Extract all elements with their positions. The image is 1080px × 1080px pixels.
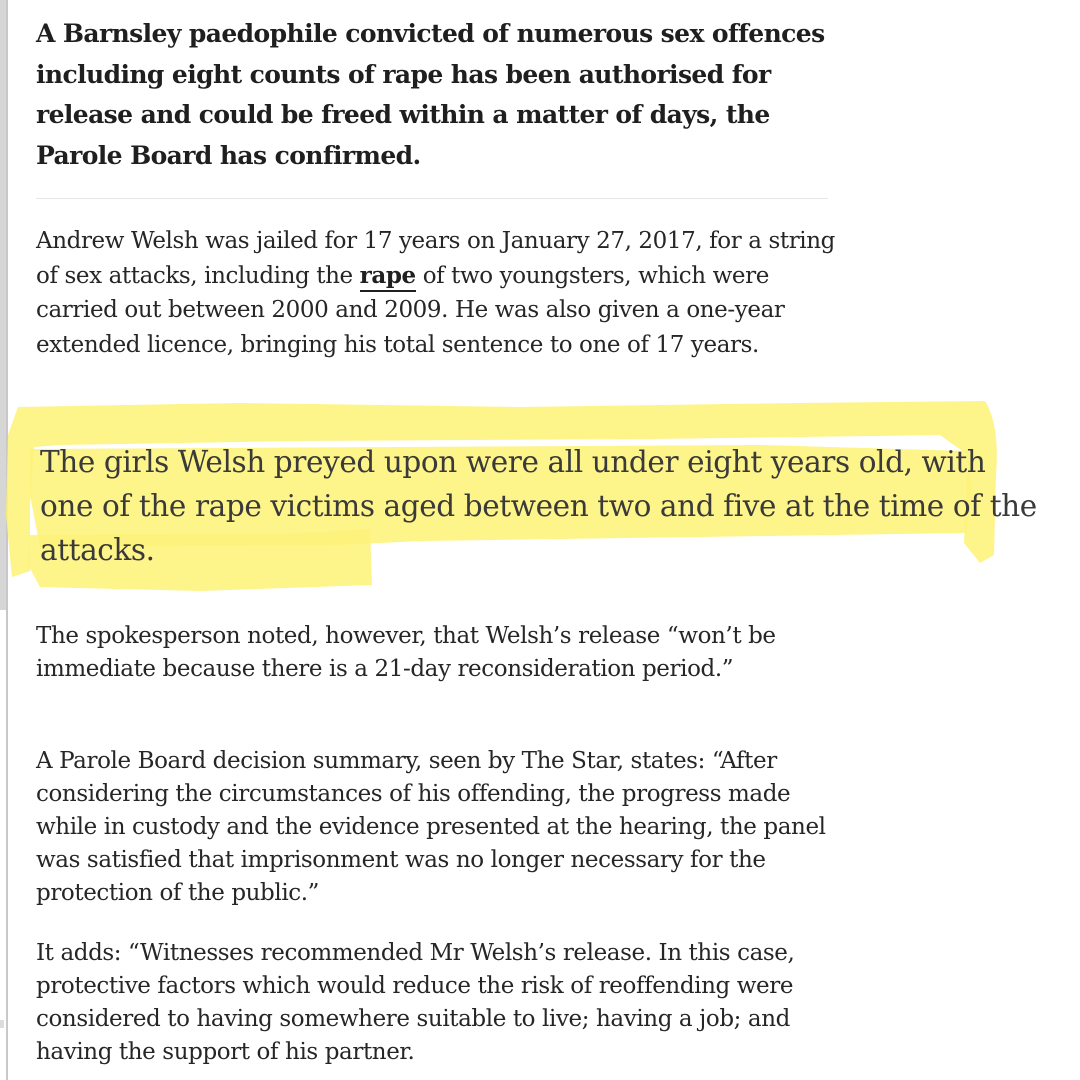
article-paragraph-5: It adds: “Witnesses recommended Mr Welsh’s release. In this case, protective factors which would reduce the risk of reoffending were considered to having somewhere suitable to live; having a job; and having the support of his partner. <box>36 940 795 1065</box>
paragraph-1-text-before: Andrew Welsh was jailed for 17 years on January 27, 2017, for a string of sex attacks, including the <box>36 228 836 289</box>
scroll-tick <box>0 1020 4 1028</box>
article-paragraph-3: The spokesperson noted, however, that Welsh’s release “won’t be immediate because there is a 21-day reconsideration period.” <box>36 623 776 682</box>
highlighted-quote: The girls Welsh preyed upon were all under eight years old, with one of the rape victims aged between two and five at the time of the attacks. <box>40 445 1037 567</box>
standfirst-divider <box>36 198 828 199</box>
paragraph-1-text-after: of two youngsters, which were carried out between 2000 and 2009. He was also given a one-year extended licence, bringing his total sentence to one of 17 years. <box>36 262 785 358</box>
article-standfirst: A Barnsley paedophile convicted of numerous sex offences including eight counts of rape has been authorised for release and could be freed within a matter of days, the Parole Board has confirmed. <box>36 19 825 170</box>
rape-topic-link[interactable]: rape <box>360 262 416 292</box>
article-paragraph-1 <box>36 224 836 362</box>
article-paragraph-4: A Parole Board decision summary, seen by The Star, states: “After considering the circumstances of his offending, the progress made while in custody and the evidence presented at the hearing, the panel was satisfied that imprisonment was no longer necessary for the protection of the public.” <box>36 748 826 906</box>
